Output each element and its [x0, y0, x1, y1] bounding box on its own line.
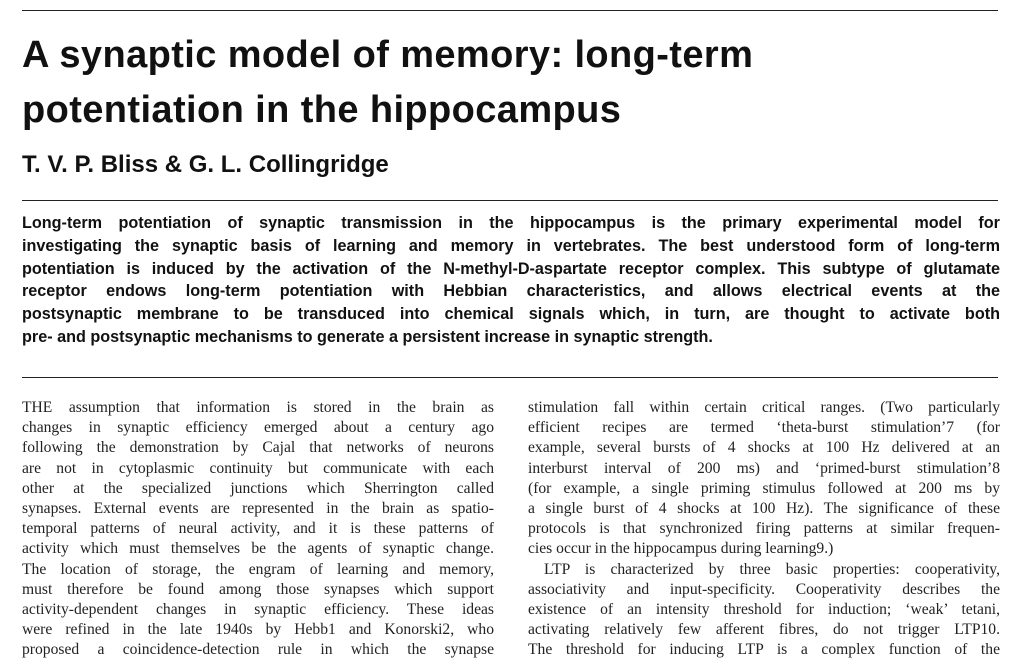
abstract-line: investigating the synaptic basis of learning and memory in vertebrates. The best understood form of long-term: [22, 236, 1000, 255]
body-text-line: (for example, a single priming stimulus followed at 200 ms by: [528, 479, 1000, 497]
body-text-line: other at the specialized junctions which Sherrington called: [22, 479, 494, 497]
body-text-line: stimulation fall within certain critical ranges. (Two particularly: [528, 399, 1000, 416]
body-text-line: changes in synaptic efficiency emerged about a century ago: [22, 419, 494, 437]
body-text-line: following the demonstration by Cajal that networks of neurons: [22, 439, 494, 457]
body-text-line: The location of storage, the engram of learning and memory,: [22, 560, 494, 578]
abstract-line: receptor endows long-term potentiation with Hebbian characteristics, and allows electrical events at the: [22, 282, 1000, 301]
body-text-line: synapses. External events are represented in the brain as spatio-: [22, 499, 494, 517]
abstract: [22, 212, 1000, 349]
title-line-2: potentiation in the hippocampus: [22, 89, 622, 131]
abstract-line: pre- and postsynaptic mechanisms to generate a persistent increase in synaptic strength.: [22, 327, 713, 346]
body-text-line: must therefore be found among those synapses which support: [22, 580, 494, 598]
body-text-line: protocols is that synchronized firing patterns at similar frequen-: [528, 520, 1000, 538]
body-text-line: LTP is characterized by three basic properties: cooperativity,: [544, 560, 1000, 578]
body-text-line: existence of an intensity threshold for induction; ‘weak’ tetani,: [528, 600, 1000, 618]
body-text-line: are not in cytoplasmic continuity but communicate with each: [22, 459, 494, 477]
body-text-line: example, several bursts of 4 shocks at 100 Hz delivered at an: [528, 439, 1000, 457]
body-text-line: temporal patterns of neural activity, and it is these patterns of: [22, 520, 494, 538]
abstract-line: Long-term potentiation of synaptic transmission in the hippocampus is the primary experimental model for: [22, 214, 1000, 232]
rule-above-abstract: [22, 200, 998, 201]
body-text-line: The threshold for inducing LTP is a complex function of the: [528, 641, 1000, 659]
body-text-line: a single burst of 4 shocks at 100 Hz). The significance of these: [528, 499, 1000, 517]
title-line-1: A synaptic model of memory: long-term: [22, 34, 754, 76]
body-column-left: [22, 398, 494, 660]
abstract-line: postsynaptic membrane to be transduced into chemical signals which, in turn, are thought to activate both: [22, 305, 1000, 324]
body-text-line: were refined in the late 1940s by Hebb1 and Konorski2, who: [22, 621, 494, 639]
body-text-line: proposed a coincidence-detection rule in which the synapse: [22, 641, 494, 659]
body-text-line: cies occur in the hippocampus during learning9.): [528, 540, 834, 558]
body-column-right: [528, 398, 1000, 660]
article-title: [22, 28, 1002, 138]
rule-below-abstract: [22, 377, 998, 378]
body-text-line: efficient recipes are termed ‘theta-burst stimulation’7 (for: [528, 419, 1000, 437]
top-rule: [22, 10, 998, 11]
body-text-line: interburst interval of 200 ms) and ‘primed-burst stimulation’8: [528, 459, 1000, 477]
authors: T. V. P. Bliss & G. L. Collingridge: [22, 151, 389, 178]
body-text-line: activating relatively few afferent fibres, do not trigger LTP10.: [528, 621, 1000, 639]
body-text-line: THE assumption that information is stored in the brain as: [22, 399, 494, 416]
body-text-line: activity which must themselves be the agents of synaptic change.: [22, 540, 494, 558]
body-text-line: associativity and input-specificity. Cooperativity describes the: [528, 580, 1000, 598]
abstract-line: potentiation is induced by the activation of the N-methyl-D-aspartate receptor complex. This subtype of glutamate: [22, 259, 1000, 278]
body-text-line: activity-dependent changes in synaptic efficiency. These ideas: [22, 600, 494, 618]
